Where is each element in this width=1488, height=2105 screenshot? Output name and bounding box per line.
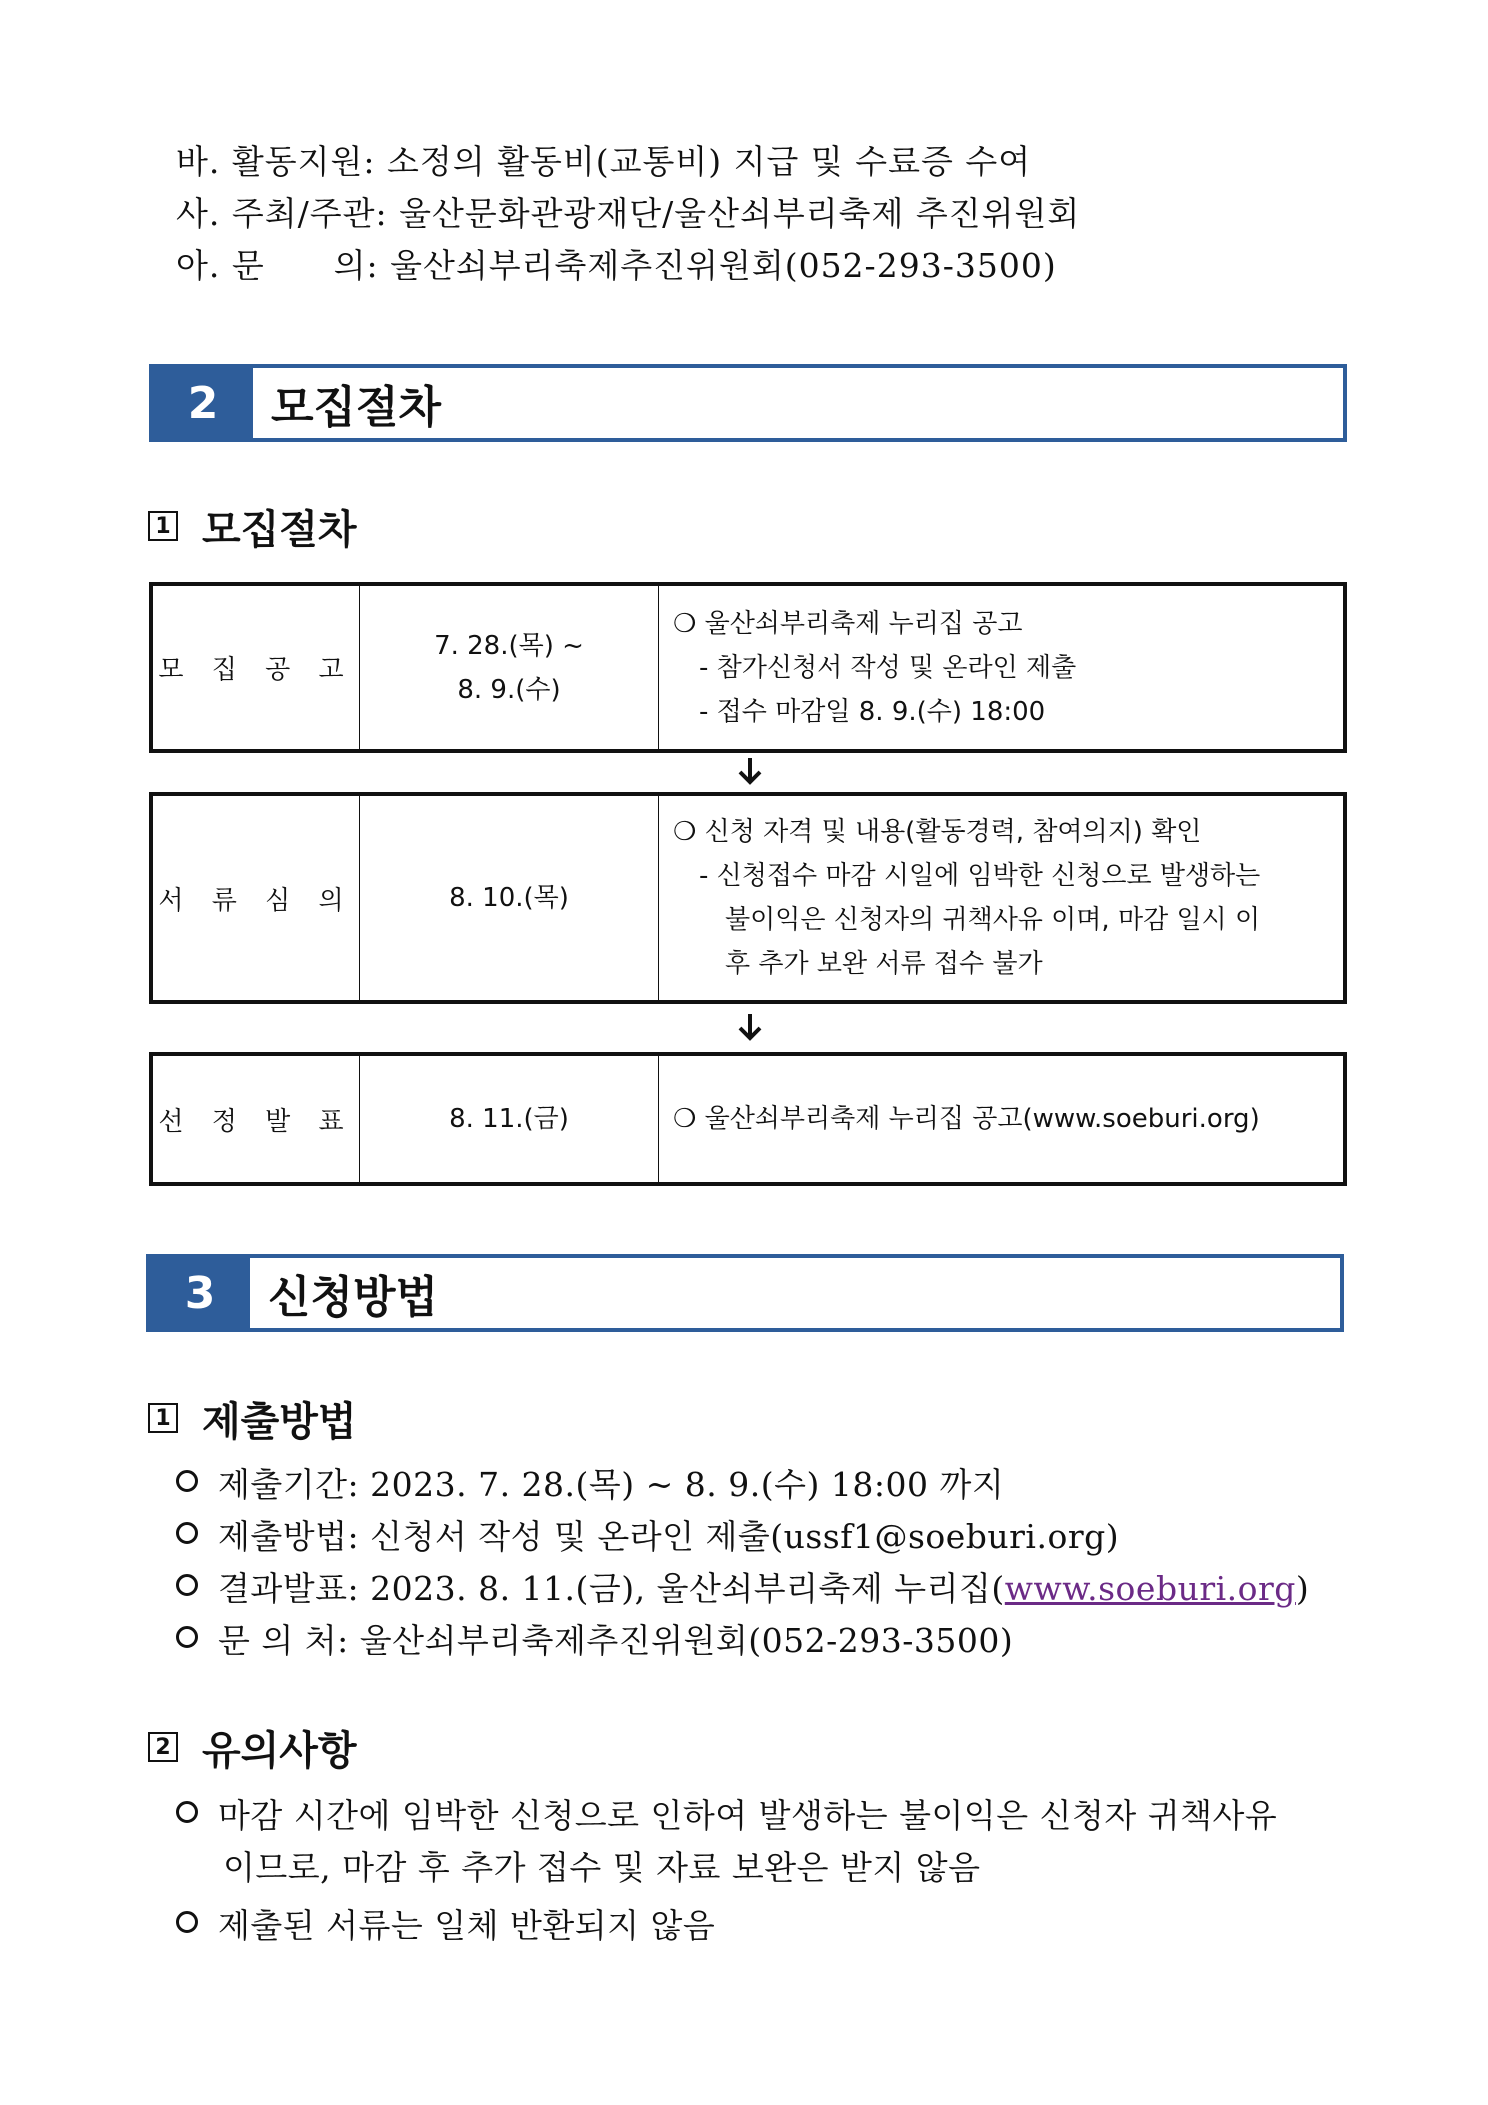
step-date-line: 7. 28.(목) ~ xyxy=(434,630,584,661)
step-desc-line: 불이익은 신청자의 귀책사유 이며, 마감 일시 이 xyxy=(725,905,1261,935)
result-announcement xyxy=(176,1563,1309,1610)
website-link[interactable]: www.soeburi.org xyxy=(1004,1569,1296,1608)
step-desc-line: ❍ 신청 자격 및 내용(활동경력, 참여의지) 확인 xyxy=(673,817,1202,847)
submission-period xyxy=(176,1459,1004,1506)
sub-number-box: 1 xyxy=(148,1403,178,1433)
sub-heading-label: 유의사항 xyxy=(202,1727,357,1774)
procedure-step-document-review xyxy=(149,792,1347,1004)
sub-heading-label: 모집절차 xyxy=(202,506,357,553)
step-name: 서 류 심 의 xyxy=(153,796,360,1000)
arrow-down-icon xyxy=(733,754,767,788)
procedure-step-announcement xyxy=(149,582,1347,753)
bullet-text: 마감 시간에 임박한 신청으로 인하여 발생하는 불이익은 신청자 귀책사유 xyxy=(218,1796,1278,1835)
section-2-title: 모집절차 xyxy=(271,382,442,433)
step-name: 선 정 발 표 xyxy=(153,1056,360,1182)
section-3-header xyxy=(146,1254,1344,1332)
step-description xyxy=(659,796,1343,1000)
step-date-line: 8. 9.(수) xyxy=(457,674,561,705)
section-3-sub-2-heading xyxy=(148,1724,357,1774)
step-date xyxy=(360,586,659,749)
circle-bullet-icon xyxy=(176,1574,198,1596)
section-2-number: 2 xyxy=(153,368,253,438)
step-date-line: 8. 11.(금) xyxy=(449,1104,569,1134)
circle-bullet-icon xyxy=(176,1470,198,1492)
sub-heading-label: 제출방법 xyxy=(202,1398,357,1445)
bullet-text: 문 의 처: 울산쇠부리축제추진위원회(052-293-3500) xyxy=(218,1621,1014,1660)
step-desc-line: ❍ 울산쇠부리축제 누리집 공고(www.soeburi.org) xyxy=(673,1104,1260,1134)
step-description xyxy=(659,1056,1343,1182)
step-desc-line: ❍ 울산쇠부리축제 누리집 공고 xyxy=(673,608,1023,639)
bullet-text: 제출방법: 신청서 작성 및 온라인 제출(ussf1@soeburi.org) xyxy=(218,1517,1120,1556)
sub-number-box: 1 xyxy=(148,511,178,541)
intro-line-ba: 바. 활동지원: 소정의 활동비(교통비) 지급 및 수료증 수여 xyxy=(176,142,1032,181)
section-2-header xyxy=(149,364,1347,442)
section-3-title: 신청방법 xyxy=(268,1272,439,1323)
notice-item-1-continued: 이므로, 마감 후 추가 접수 및 자료 보완은 받지 않음 xyxy=(223,1848,981,1887)
intro-line-sa: 사. 주최/주관: 울산문화관광재단/울산쇠부리축제 추진위원회 xyxy=(176,194,1081,233)
inquiry-contact xyxy=(176,1615,1013,1662)
circle-bullet-icon xyxy=(176,1801,198,1823)
step-desc-line: 후 추가 보완 서류 접수 불가 xyxy=(725,949,1043,979)
section-2-sub-1-heading xyxy=(148,503,357,553)
step-desc-line: - 접수 마감일 8. 9.(수) 18:00 xyxy=(699,696,1046,727)
submission-method xyxy=(176,1511,1119,1558)
section-3-number: 3 xyxy=(150,1258,250,1328)
notice-item-2 xyxy=(176,1900,715,1947)
procedure-step-announcement-of-selection xyxy=(149,1052,1347,1186)
arrow-down-icon xyxy=(733,1010,767,1044)
step-name: 모 집 공 고 xyxy=(153,586,360,749)
step-date xyxy=(360,796,659,1000)
bullet-text: 결과발표: 2023. 8. 11.(금), 울산쇠부리축제 누리집( xyxy=(218,1569,1005,1608)
section-3-sub-1-heading xyxy=(148,1395,357,1445)
intro-line-a: 아. 문 의: 울산쇠부리축제추진위원회(052-293-3500) xyxy=(176,246,1057,285)
step-date xyxy=(360,1056,659,1182)
step-description xyxy=(659,586,1343,749)
bullet-text: 제출기간: 2023. 7. 28.(목) ~ 8. 9.(수) 18:00 까지 xyxy=(218,1465,1005,1504)
sub-number-box: 2 xyxy=(148,1732,178,1762)
bullet-text: ) xyxy=(1295,1569,1310,1608)
step-desc-line: - 신청접수 마감 시일에 임박한 신청으로 발생하는 xyxy=(699,861,1261,891)
step-desc-line: - 참가신청서 작성 및 온라인 제출 xyxy=(699,652,1077,683)
circle-bullet-icon xyxy=(176,1522,198,1544)
step-date-line: 8. 10.(목) xyxy=(449,883,569,913)
circle-bullet-icon xyxy=(176,1911,198,1933)
bullet-text: 제출된 서류는 일체 반환되지 않음 xyxy=(218,1906,716,1945)
circle-bullet-icon xyxy=(176,1626,198,1648)
notice-item-1 xyxy=(176,1790,1277,1837)
